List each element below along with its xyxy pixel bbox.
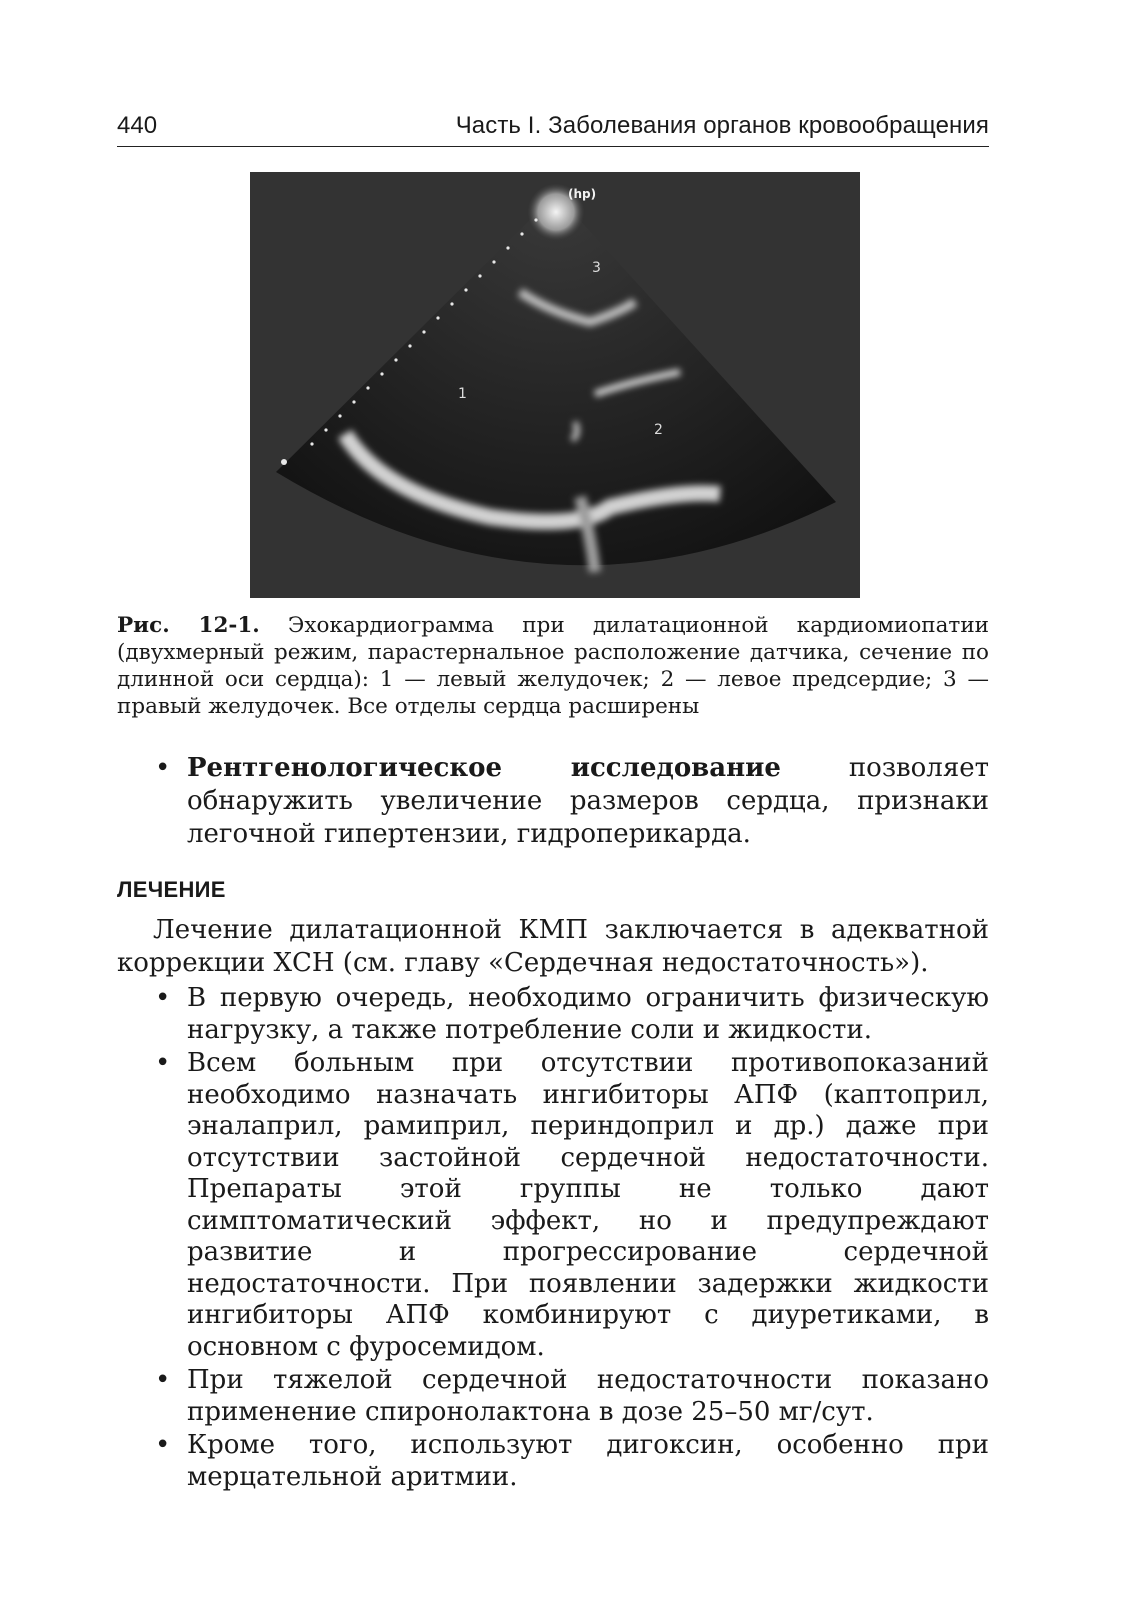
echocardiogram-figure bbox=[250, 172, 860, 598]
xray-bullet-bold: Рентгенологическое исследование bbox=[187, 753, 781, 783]
list-item-text: Всем больным при отсутствии противопоказаний необходимо назначать ингибиторы АПФ (каптоприл, эналаприл, рамиприл, периндоприл и др.) даже при отсутствии застойной сердечной недостаточности. Препараты этой группы не только дают симптоматический эффект, но и предупреждают развитие и прогрессирование сердечной недостаточности. При появлении задержки жидкости ингибиторы АПФ комбинируют с диуретиками, в основном с фуросемидом. bbox=[187, 1048, 989, 1362]
list-item-text: При тяжелой сердечной недостаточности показано применение спиронолактона в дозе 25–50 мг/сут. bbox=[187, 1365, 989, 1427]
list-item bbox=[117, 1365, 989, 1428]
list-item bbox=[117, 1430, 989, 1493]
treatment-list bbox=[117, 983, 989, 1495]
bullet-dot: • bbox=[155, 983, 171, 1013]
bullet-dot: • bbox=[155, 1430, 171, 1460]
page-header bbox=[117, 108, 989, 147]
figure-caption bbox=[117, 612, 989, 720]
bullet-dot: • bbox=[155, 1365, 171, 1395]
bullet-dot: • bbox=[155, 753, 171, 783]
label-right-ventricle: 3 bbox=[592, 260, 601, 276]
caption-text: Эхокардиограмма при дилатационной кардиомиопатии (двухмерный режим, парастернальное расположение датчика, сечение по длинной оси сердца): 1 — левый желудочек; 2 — левое предсердие; 3 — правый желудочек. Все отделы сердца расширены bbox=[117, 613, 989, 719]
section-heading: ЛЕЧЕНИЕ bbox=[117, 877, 226, 902]
echocardiogram-image bbox=[250, 172, 860, 598]
bullet-dot: • bbox=[155, 1048, 171, 1078]
xray-bullet bbox=[117, 752, 989, 851]
xray-bullet-text: позволяет обнаружить увеличение размеров сердца, признаки легочной гипертензии, гидроперикарда. bbox=[187, 753, 989, 849]
list-item bbox=[117, 1048, 989, 1363]
caption-lead: Рис. 12-1. bbox=[117, 613, 260, 638]
list-item bbox=[117, 983, 989, 1046]
list-item-text: Кроме того, используют дигоксин, особенно при мерцательной аритмии. bbox=[187, 1430, 989, 1492]
hp-logo: (hp) bbox=[568, 187, 597, 201]
label-left-atrium: 2 bbox=[654, 422, 663, 438]
page-number: 440 bbox=[117, 112, 158, 139]
intro-paragraph: Лечение дилатационной КМП заключается в адекватной коррекции ХСН (см. главу «Сердечная недостаточность»). bbox=[117, 915, 989, 978]
list-item-text: В первую очередь, необходимо ограничить физическую нагрузку, а также потребление соли и жидкости. bbox=[187, 983, 989, 1045]
running-title: Часть I. Заболевания органов кровообращения bbox=[455, 112, 989, 139]
label-left-ventricle: 1 bbox=[458, 386, 467, 402]
